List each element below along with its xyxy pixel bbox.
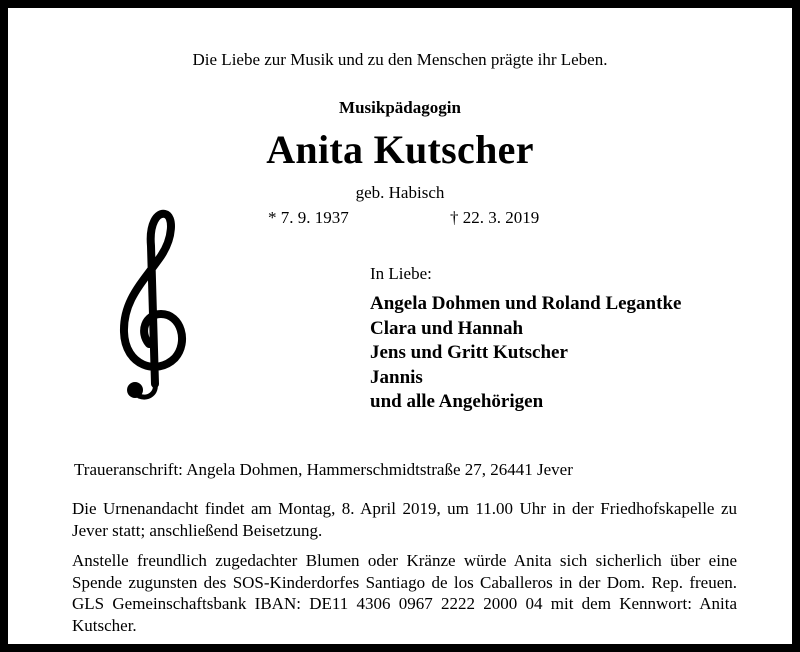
motto: Die Liebe zur Musik und zu den Menschen prägte ihr Leben. (192, 50, 608, 69)
donation-paragraph: Anstelle freundlich zugedachter Blumen oder Kränze würde Anita sich sicherlich über eine Spende zugunsten des SOS-Kinderdorfes Santiago de los Caballeros in der Dom. Rep. freuen. GLS Gemeinschaftsbank IBAN: DE11 4306 0967 2222 2000 04 mit dem Kennwort: Anita Kutscher. (72, 551, 737, 635)
death-date: † 22. 3. 2019 (450, 208, 540, 227)
mourner-line: Jens und Gritt Kutscher (370, 342, 568, 363)
mourners-list (370, 292, 681, 415)
mourner-line: Clara und Hannah (370, 317, 524, 339)
in-love-label: In Liebe: (370, 264, 432, 283)
mourning-address: Traueranschrift: Angela Dohmen, Hammerschmidtstraße 27, 26441 Jever (74, 460, 573, 479)
birth-date: * 7. 9. 1937 (268, 208, 349, 227)
mourner-line: Jannis (370, 366, 423, 388)
mourner-line: und alle Angehörigen (370, 391, 544, 412)
ceremony-paragraph: Die Urnenandacht findet am Montag, 8. April 2019, um 11.00 Uhr in der Friedhofskapelle zu Jever statt; anschließend Beisetzung. (72, 499, 737, 540)
profession: Musikpädagogin (339, 98, 461, 117)
treble-clef-icon (111, 206, 191, 406)
deceased-name: Anita Kutscher (266, 127, 534, 172)
maiden-name: geb. Habisch (355, 183, 445, 202)
mourner-line: Angela Dohmen und Roland Legantke (370, 293, 682, 314)
